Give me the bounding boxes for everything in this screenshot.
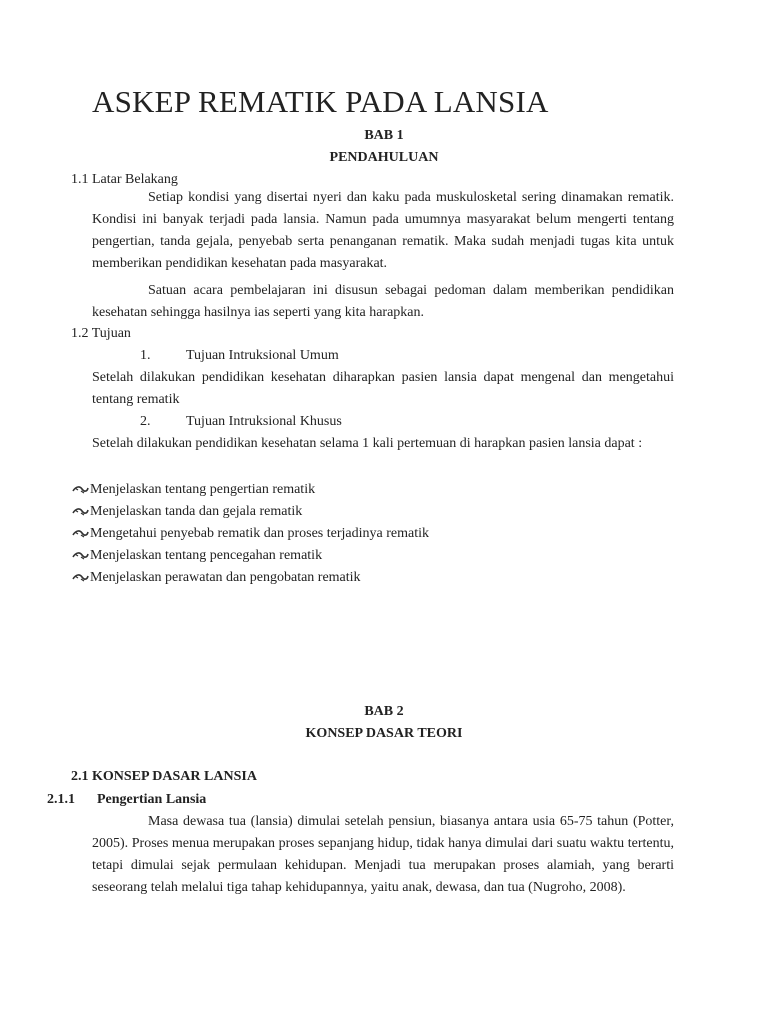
tujuan-item-1-label: Tujuan Intruksional Umum <box>186 348 339 363</box>
bab2-label: BAB 2 <box>364 704 404 719</box>
section-2-1-1-heading: Pengertian Lansia <box>97 792 207 807</box>
bullet-item <box>72 567 429 589</box>
bullet-text: Menjelaskan tentang pengertian rematik <box>90 482 316 497</box>
bullet-item <box>72 545 429 567</box>
bullet-item <box>72 523 429 545</box>
tujuan-item-2-number: 2. <box>140 414 151 429</box>
tujuan-item-1-number: 1. <box>140 348 151 363</box>
bab1-heading: PENDAHULUAN <box>329 150 439 165</box>
tujuan-item-2-label: Tujuan Intruksional Khusus <box>186 414 342 429</box>
leaf-bullet-icon <box>72 507 89 517</box>
leaf-bullet-icon <box>72 573 89 583</box>
pengertian-lansia-paragraph: Masa dewasa tua (lansia) dimulai setelah pensiun, biasanya antara usia 65-75 tahun (Potter, 2005). Proses menua merupakan proses sepanjang hidup, tidak hanya dimulai dari suatu waktu tertentu, tetapi dimulai sejak permulaan kehidupan. Menjadi tua merupakan proses alamiah, yang berarti seseorang telah melalui tiga tahap kehidupannya, yaitu anak, dewasa, dan tua (Nugroho, 2008). <box>92 814 674 895</box>
bullet-text: Menjelaskan tanda dan gejala rematik <box>90 504 303 519</box>
leaf-bullet-icon <box>72 485 89 495</box>
leaf-bullet-icon <box>72 529 89 539</box>
leaf-bullet-icon <box>72 551 89 561</box>
bullet-text: Menjelaskan tentang pencegahan rematik <box>90 548 323 563</box>
bullet-item <box>72 501 429 523</box>
tujuan-item-2-text: Setelah dilakukan pendidikan kesehatan selama 1 kali pertemuan di harapkan pasien lansia dapat : <box>92 436 643 451</box>
bullet-item <box>72 479 429 501</box>
document-title: ASKEP REMATIK PADA LANSIA <box>92 84 549 119</box>
section-1-1-heading: 1.1 Latar Belakang <box>71 172 178 187</box>
bab2-heading: KONSEP DASAR TEORI <box>305 726 463 741</box>
bullet-text: Mengetahui penyebab rematik dan proses terjadinya rematik <box>90 526 429 541</box>
section-2-1-heading: 2.1 KONSEP DASAR LANSIA <box>71 769 257 784</box>
tujuan-khusus-bullet-list <box>72 479 429 589</box>
section-2-1-1-number: 2.1.1 <box>47 792 75 807</box>
bullet-text: Menjelaskan perawatan dan pengobatan rematik <box>90 570 361 585</box>
tujuan-item-1-text: Setelah dilakukan pendidikan kesehatan diharapkan pasien lansia dapat mengenal dan mengetahui tentang rematik <box>92 370 674 407</box>
latar-belakang-paragraph-2: Satuan acara pembelajaran ini disusun sebagai pedoman dalam memberikan pendidikan kesehatan sehingga hasilnya ias seperti yang kita harapkan. <box>92 283 674 320</box>
section-1-2-heading: 1.2 Tujuan <box>71 326 131 341</box>
latar-belakang-paragraph-1: Setiap kondisi yang disertai nyeri dan kaku pada muskulosketal sering dinamakan rematik. Kondisi ini banyak terjadi pada lansia. Namun pada umumnya masyarakat belum mengerti tentang pengertian, tanda gejala, penyebab serta penanganan rematik. Maka sudah menjadi tugas kita untuk memberikan pendidikan kesehatan pada masyarakat. <box>92 190 674 271</box>
bab1-label: BAB 1 <box>364 128 404 143</box>
